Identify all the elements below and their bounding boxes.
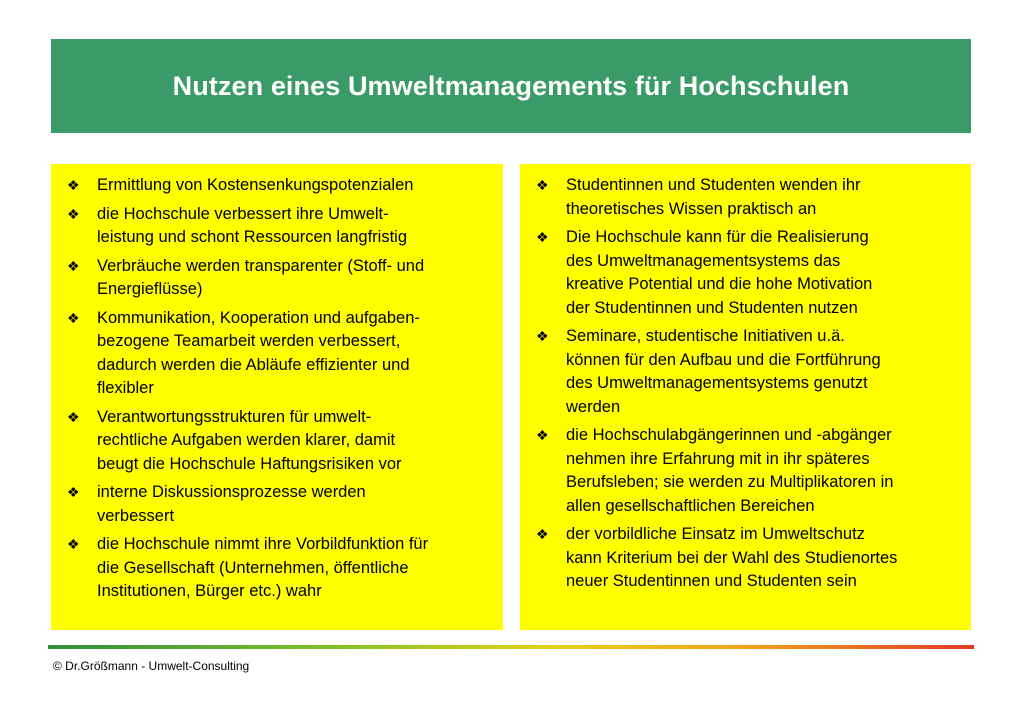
diamond-bullet-icon: ❖ [67, 484, 80, 500]
list-item-line: interne Diskussionsprozesse werden [97, 483, 366, 501]
list-item [536, 226, 961, 320]
list-item-line: des Umweltmanagementsystems das [566, 251, 841, 270]
list-item-line: nehmen ihre Erfahrung mit in ihr späteres [566, 449, 870, 468]
list-item-line: Seminare, studentische Initiativen u.ä. [566, 327, 845, 345]
diamond-bullet-icon: ❖ [67, 408, 80, 425]
list-item-line: dadurch werden die Abläufe effizienter und [97, 355, 410, 374]
list-item-line: kreative Potential und die hohe Motivation [566, 275, 873, 293]
list-item-line: werden [566, 397, 621, 416]
list-item [67, 174, 493, 198]
diamond-bullet-icon: ❖ [536, 229, 549, 245]
list-item-line: die Hochschule verbessert ihre Umwelt- [97, 204, 389, 223]
diamond-bullet-icon: ❖ [536, 328, 549, 344]
list-item-line: die Hochschule nimmt ihre Vorbildfunktion für [97, 535, 429, 553]
list-item-line: allen gesellschaftlichen Bereichen [566, 496, 815, 515]
list-item-line: Verantwortungsstrukturen für umwelt- [97, 407, 372, 426]
list-item-line: theoretisches Wissen praktisch an [566, 199, 817, 218]
list-item [67, 255, 493, 302]
list-item-line: Energieflüsse) [97, 280, 203, 298]
diamond-bullet-icon: ❖ [67, 205, 80, 222]
list-item-line: verbessert [97, 506, 175, 525]
list-item [536, 325, 961, 419]
list-item-line: Verbräuche werden transparenter (Stoff- und [97, 256, 425, 275]
list-item-line: rechtliche Aufgaben werden klarer, damit [97, 431, 396, 449]
gradient-divider [48, 645, 974, 649]
diamond-bullet-icon: ❖ [67, 536, 80, 552]
list-item-line: Berufsleben; sie werden zu Multiplikatoren in [566, 473, 894, 491]
list-item-line: bezogene Teamarbeit werden verbessert, [97, 332, 401, 350]
diamond-bullet-icon: ❖ [67, 177, 80, 193]
list-item-line: können für den Aufbau und die Fortführung [566, 350, 881, 369]
list-item-line: neuer Studentinnen und Studenten sein [566, 572, 857, 590]
diamond-bullet-icon: ❖ [67, 309, 80, 326]
list-item-line: die Gesellschaft (Unternehmen, öffentliche [97, 558, 409, 577]
list-item-line: Die Hochschule kann für die Realisierung [566, 228, 869, 246]
left-benefits-panel [51, 164, 503, 630]
right-benefits-list [536, 174, 961, 594]
list-item [67, 307, 493, 401]
list-item-line: Studentinnen und Studenten wenden ihr [566, 176, 861, 194]
list-item-line: des Umweltmanagementsystems genutzt [566, 374, 868, 392]
list-item-line: Institutionen, Bürger etc.) wahr [97, 582, 322, 600]
diamond-bullet-icon: ❖ [536, 526, 549, 542]
list-item-line: kann Kriterium bei der Wahl des Studienortes [566, 548, 898, 567]
list-item [67, 203, 493, 250]
list-item-line: flexibler [97, 379, 154, 397]
list-item-line: der vorbildliche Einsatz im Umweltschutz [566, 525, 865, 543]
list-item-line: Ermittlung von Kostensenkungspotenzialen [97, 176, 414, 194]
right-benefits-panel [520, 164, 971, 630]
diamond-bullet-icon: ❖ [536, 427, 549, 443]
left-benefits-list [67, 174, 493, 604]
list-item-line: Kommunikation, Kooperation und aufgaben- [97, 308, 420, 327]
list-item-line: beugt die Hochschule Haftungsrisiken vor [97, 454, 402, 473]
list-item [536, 424, 961, 518]
list-item-line: der Studentinnen und Studenten nutzen [566, 298, 858, 317]
list-item [67, 406, 493, 477]
title-banner [51, 39, 971, 133]
list-item [536, 523, 961, 594]
footer-copyright: © Dr.Größmann - Umwelt-Consulting [53, 659, 250, 673]
page-title: Nutzen eines Umweltmanagements für Hochschulen [172, 70, 850, 101]
list-item [67, 533, 493, 604]
list-item-line: die Hochschulabgängerinnen und -abgänger [566, 426, 892, 444]
list-item [67, 481, 493, 528]
diamond-bullet-icon: ❖ [536, 177, 549, 193]
list-item-line: leistung und schont Ressourcen langfristig [97, 228, 408, 246]
diamond-bullet-icon: ❖ [67, 257, 80, 274]
list-item [536, 174, 961, 221]
